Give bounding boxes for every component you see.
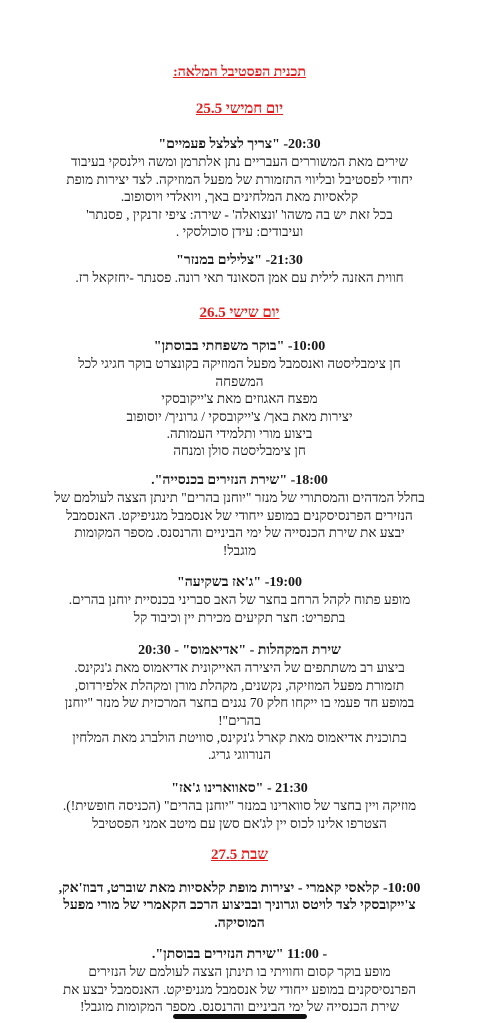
event-text: חן צימבליסטה ואנסמבל מפעל המוזיקה בקונצרט בוקר חגיגי לכל bbox=[78, 356, 401, 372]
home-indicator[interactable] bbox=[173, 1014, 307, 1019]
event-text: הנורווגי גריג. bbox=[208, 747, 271, 763]
event-text: מופע בוקר קסום וחוויתי בו תינתן הצצה לעולמם של הנזירים bbox=[88, 964, 391, 980]
event-block bbox=[40, 252, 439, 287]
event-title: 21:30- "צלילים במנזר" bbox=[176, 253, 303, 268]
event-text: המוסיקה. bbox=[214, 915, 265, 931]
event-title: 10:00- קלאסי קאמרי - יצירות מופת קלאסיות מאת שוברט, דבוז'אק, bbox=[58, 881, 421, 896]
event-block bbox=[40, 574, 439, 626]
event-text: שירת הכנסייה של ימי הביניים והרנסנס. מספר המקומות מוגבל! bbox=[79, 999, 400, 1015]
event-text: בתפריט: חצר תקיעים מכירת יין וכיבוד קל bbox=[133, 609, 346, 625]
event-text: ביצוע רב משתתפים של היצירה האייקונית אדיאמוס מאת ג'נקינס. bbox=[74, 660, 405, 676]
event-text: יחודי לפסטיבל ובליווי התזמורת של מפעל המוזיקה. לצד יצירות מופת bbox=[66, 171, 413, 187]
event-text: בהרים"! bbox=[218, 712, 261, 728]
event-title: שירת המקהלות - "אדיאמוס" - 20:30 bbox=[138, 643, 341, 658]
event-block bbox=[40, 472, 439, 559]
day-heading-thursday: יום חמישי 25.5 bbox=[195, 101, 284, 117]
event-title: 18:00- "שירת הנזירים בכנסייה". bbox=[151, 473, 328, 488]
event-text: ועיבודים: עידן סוכולסקי . bbox=[175, 224, 304, 240]
event-text: מוגבל! bbox=[222, 542, 257, 558]
event-text: בכל זאת יש בה משהו' 'ונצואלה' - שירה: ציפי זרנקין , פסנתר' bbox=[86, 206, 393, 222]
event-title: 19:00- "ג'אז בשקיעה" bbox=[176, 575, 303, 590]
event-text: חן צימבליסטה סולן ומנחה bbox=[173, 443, 306, 459]
event-text: מוזיקה ויין בחצר של סווארינו במנזר "יוחנן בהרים" (הכניסה חופשית!). bbox=[62, 798, 417, 814]
day-heading-saturday: שבת 27.5 bbox=[211, 847, 268, 863]
event-text: מפצח האגוזים מאת צ'ייקובסקי bbox=[161, 391, 318, 407]
event-text: צ'ייקובסקי לצד לויטס וגרוניך ובביצוע הרכב הקאמרי של מורי מפעל bbox=[63, 898, 416, 914]
event-title: 21:30 - "סאווארינו ג'אז" bbox=[171, 781, 308, 796]
event-text: קלאסיות מאת המלחינים באך, ויואלדי ויוסופוב. bbox=[120, 189, 359, 205]
event-text: מופע פתוח לקהל הרחב בחצר של האב סבריני בכנסיית יוחנן בהרים. bbox=[68, 592, 411, 608]
event-text: יצירות מאת באך/ צ'ייקובסקי / גרוניך/ יוסופוב bbox=[126, 408, 353, 424]
day-heading-friday: יום שישי 26.5 bbox=[199, 305, 280, 321]
event-block bbox=[40, 136, 439, 240]
event-block bbox=[40, 642, 439, 764]
event-text: הפרנסיסקנים במופע ייחודי של אנסמבל מגניפיקט. האנסמבל יבצע את bbox=[62, 981, 417, 997]
event-text: ביצוע מורי ותלמידי העמותה. bbox=[166, 426, 313, 442]
event-title: 20:30- "צריך לצלצל פעמיים" bbox=[158, 137, 321, 152]
event-text: במופע חד פעמי בו ייקחו חלק 70 נגנים בחצר המרכזית של מנזר "יוחנן bbox=[64, 695, 415, 711]
event-text: הנזירים הפרנסיסקנים במופע ייחודי של אנסמבל מגניפיקט. האנסמבל bbox=[66, 507, 413, 523]
event-text: תזמורת מפעל המוזיקה, נקשנים, מקהלת מורן ומקהלת אלפירדוס, bbox=[74, 677, 405, 693]
event-text: שירים מאת המשוררים העבריים נתן אלתרמן ומשה וילנסקי בעיבוד bbox=[71, 154, 408, 170]
event-text: המשפחה bbox=[215, 373, 264, 389]
event-block bbox=[40, 946, 439, 1016]
event-text: בחלל המדהים והמסתורי של מנזר "יוחנן בהרים" תינתן הצצה לעולמם של bbox=[54, 490, 425, 506]
event-text: בתוכנית אדיאמוס מאת קארל ג'נקינס, סוויטת הולברג מאת המלחין bbox=[72, 730, 407, 746]
event-text: יבצע את שירת הכנסייה של ימי הביניים והרנסנס. מספר המקומות bbox=[74, 525, 405, 541]
event-block bbox=[40, 880, 439, 932]
event-title: - 11:00 "שירת הנזירים בבוסתן". bbox=[151, 947, 328, 962]
event-block bbox=[40, 338, 439, 460]
event-text: חווית האזנה לילית עם אמן הסאונד תאי רונה. פסנתר -יחזקאל רז. bbox=[75, 270, 404, 286]
event-title: 10:00- "בוקר משפחתי בבוסתן" bbox=[153, 339, 326, 354]
event-text: הצטרפו אלינו לכוס יין לג'אם סשן עם מיטב אמני הפסטיבל bbox=[92, 815, 387, 831]
event-block bbox=[40, 780, 439, 832]
program-title: תכנית הפסטיבל המלאה: bbox=[173, 65, 306, 80]
